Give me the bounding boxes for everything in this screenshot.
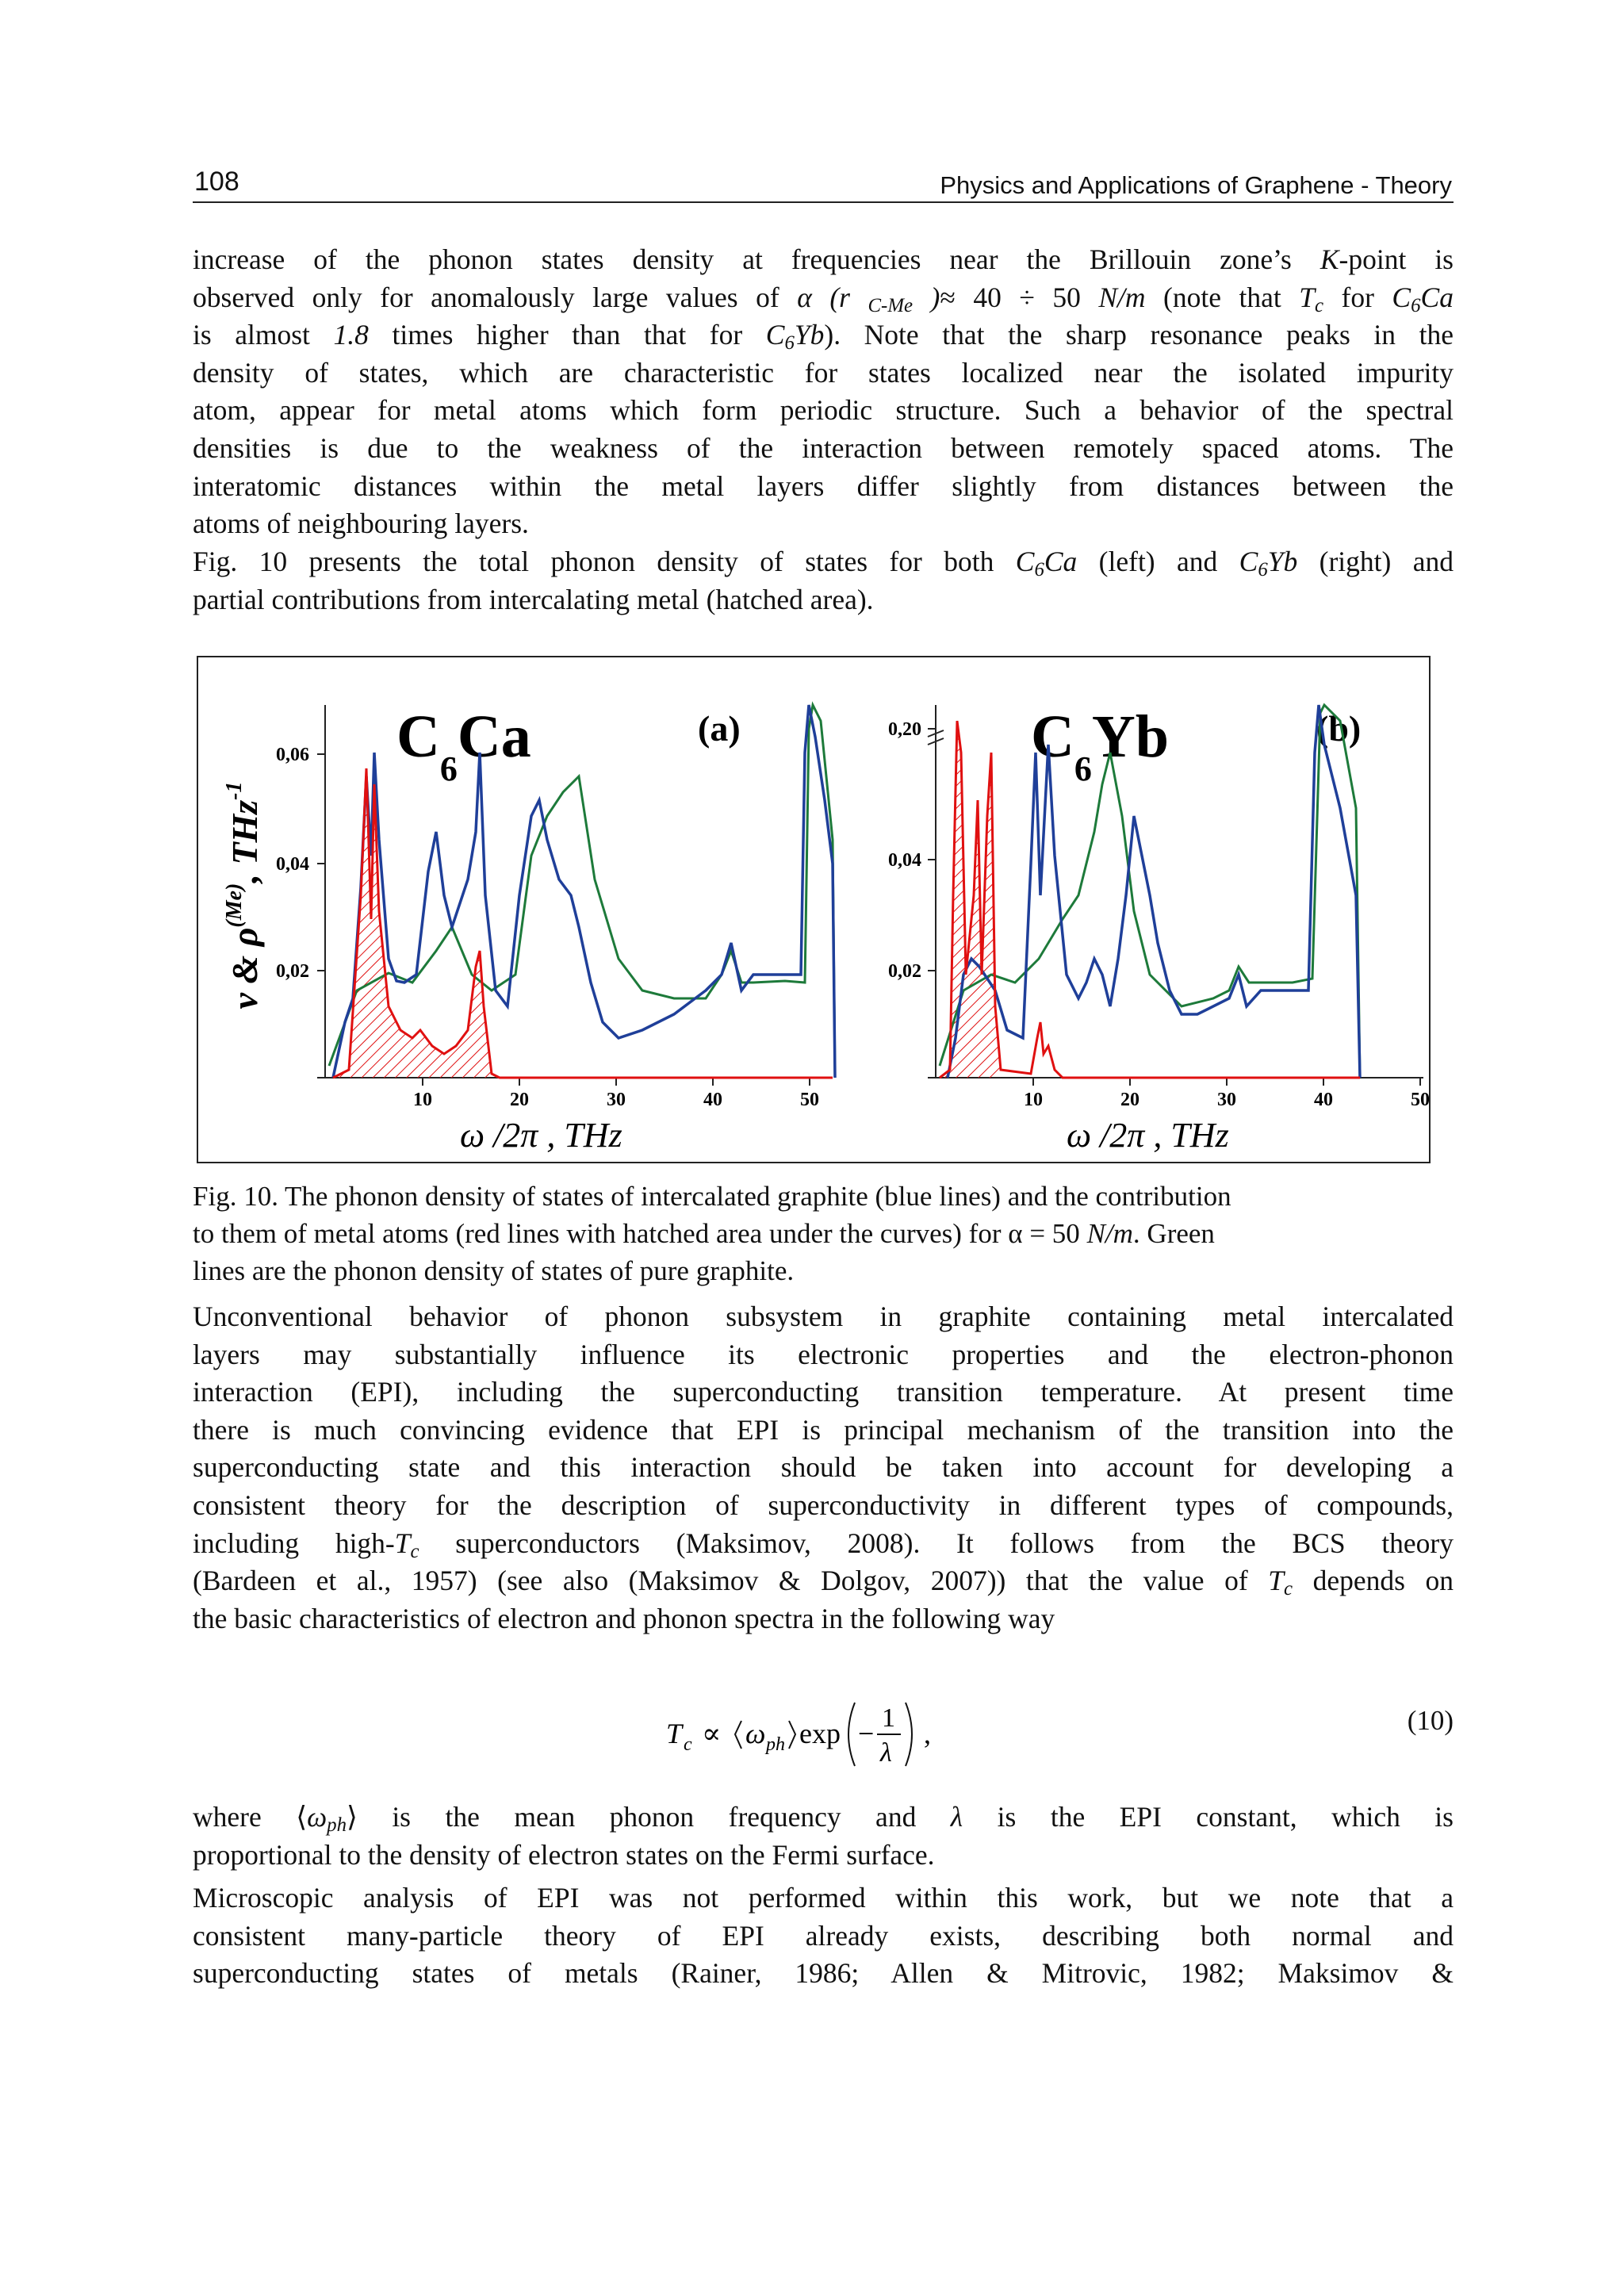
paragraph-2	[193, 543, 1454, 619]
paragraph-4	[193, 1799, 1454, 1874]
svg-text:T: T	[666, 1718, 683, 1749]
panel-a-title: $C_6Ca$	[396, 703, 531, 788]
panel-a-tag: (a)	[698, 708, 741, 749]
text-line: consistent theory for the description of superconductivity in different types of compounds,	[193, 1488, 1454, 1521]
x-tick-label: 30	[1217, 1090, 1236, 1110]
x-tick-label: 20	[510, 1090, 529, 1110]
panel-b	[888, 703, 1429, 1155]
svg-text:,: ,	[924, 1718, 931, 1749]
text-line: density of states, which are characteristic for states localized near the isolated impurity	[193, 356, 1454, 389]
text-line: is almost 1.8 times higher than that for $C_6Yb$). Note that the sharp resonance peaks in the	[193, 319, 1454, 354]
text-line: partial contributions from intercalating metal (hatched area).	[193, 583, 874, 615]
text-line: (Bardeen et al., 1957) (see also (Maksimov & Dolgov, 2007)) that the value of $T_c$ depends on	[193, 1565, 1454, 1600]
caption-line: to them of metal atoms (red lines with hatched area under the curves) for α = 50 N/m. Green	[193, 1218, 1215, 1249]
text-line: densities is due to the weakness of the interaction between remotely spaced atoms. The	[193, 431, 1454, 464]
panel-b-xlabel: ω /2π , THz	[1067, 1116, 1229, 1155]
y-tick-label: 0,20	[888, 719, 921, 740]
text-line: Unconventional behavior of phonon subsystem in graphite containing metal intercalated	[193, 1301, 1454, 1332]
text-line: observed only for anomalously large values of α (r $_{C-Me}$ )≈ 40 ÷ 50 N/m (note that $T_c$ for $C_6Ca$	[193, 281, 1454, 316]
x-tick-label: 40	[1314, 1090, 1333, 1110]
text-line: interaction (EPI), including the superconducting transition temperature. At present time	[193, 1376, 1454, 1408]
page-number: 108	[194, 167, 239, 197]
text-line: Fig. 10 presents the total phonon density of states for both $C_6Ca$ (left) and $C_6Yb$ (right) and	[193, 546, 1454, 581]
running-title: Physics and Applications of Graphene - Theory	[940, 171, 1452, 199]
y-tick-label: 0,02	[888, 961, 921, 982]
svg-text:ω: ω	[745, 1718, 766, 1749]
paragraph-5	[193, 1879, 1454, 1993]
x-tick-label: 10	[413, 1090, 432, 1110]
text-line: superconducting states of metals (Rainer, 1986; Allen & Mitrovic, 1982; Maksimov &	[193, 1957, 1454, 1990]
caption-line: Fig. 10. The phonon density of states of intercalated graphite (blue lines) and the contribution	[193, 1181, 1231, 1212]
figure-10	[197, 656, 1431, 1163]
text-line: the basic characteristics of electron and phonon spectra in the following way	[193, 1602, 1055, 1634]
x-tick-label: 40	[703, 1090, 722, 1110]
text-line: consistent many-particle theory of EPI already exists, describing both normal and	[193, 1919, 1454, 1952]
panel-a-xlabel: ω /2π , THz	[460, 1116, 622, 1155]
svg-text:exp: exp	[799, 1718, 841, 1749]
equation-10	[658, 1685, 975, 1772]
svg-text:1: 1	[882, 1703, 895, 1733]
svg-text:ph: ph	[766, 1734, 785, 1755]
text-line: proportional to the density of electron states on the Fermi surface.	[193, 1838, 935, 1871]
figure-10-plot	[198, 657, 1429, 1162]
text-line: atom, appear for metal atoms which form periodic structure. Such a behavior of the spectral	[193, 394, 1454, 427]
x-tick-label: 50	[800, 1090, 819, 1110]
text-line: increase of the phonon states density at frequencies near the Brillouin zone’s K-point is	[193, 243, 1454, 275]
caption-line: lines are the phonon density of states of pure graphite.	[193, 1255, 795, 1286]
equation-number: (10)	[1407, 1705, 1454, 1736]
svg-text:∝: ∝	[702, 1718, 722, 1749]
text-line: there is much convincing evidence that EPI is principal mechanism of the transition into the	[193, 1413, 1454, 1446]
text-line: superconducting state and this interaction should be taken into account for developing a	[193, 1451, 1454, 1484]
text-line: where $⟨\omega_{ph}⟩$ is the mean phonon frequency and λ is the EPI constant, which is	[193, 1801, 1454, 1837]
x-tick-label: 10	[1024, 1090, 1043, 1110]
panel-a	[276, 703, 835, 1155]
panel-b-title: $C_6Yb$	[1031, 703, 1170, 788]
text-line: interatomic distances within the metal layers differ slightly from distances between the	[193, 469, 1454, 502]
text-line: layers may substantially influence its electronic properties and the electron-phonon	[193, 1338, 1454, 1370]
text-line: Microscopic analysis of EPI was not performed within this work, but we note that a	[193, 1882, 1454, 1914]
paragraph-3	[193, 1298, 1454, 1638]
x-tick-label: 20	[1120, 1090, 1139, 1110]
y-tick-label: 0,04	[276, 854, 309, 875]
x-tick-label: 30	[607, 1090, 626, 1110]
y-tick-label: 0,06	[276, 745, 309, 765]
page-header	[193, 165, 1454, 203]
y-tick-label: 0,04	[888, 850, 921, 871]
svg-text:c: c	[684, 1734, 692, 1755]
text-line: atoms of neighbouring layers.	[193, 508, 529, 540]
svg-text:λ: λ	[880, 1738, 892, 1768]
x-tick-label: 50	[1411, 1090, 1429, 1110]
panel-b-tag: (b)	[1316, 708, 1362, 749]
svg-text:−: −	[858, 1718, 875, 1749]
y-axis-label: ν & $\rho^{(Me)}$, THz$^{-1}$	[222, 781, 265, 1009]
paragraph-1	[193, 241, 1454, 543]
figure-caption	[193, 1178, 1454, 1289]
text-line: including high-$T_c$ superconductors (Maksimov, 2008). It follows from the BCS theory	[193, 1527, 1454, 1562]
y-tick-label: 0,02	[276, 961, 309, 982]
